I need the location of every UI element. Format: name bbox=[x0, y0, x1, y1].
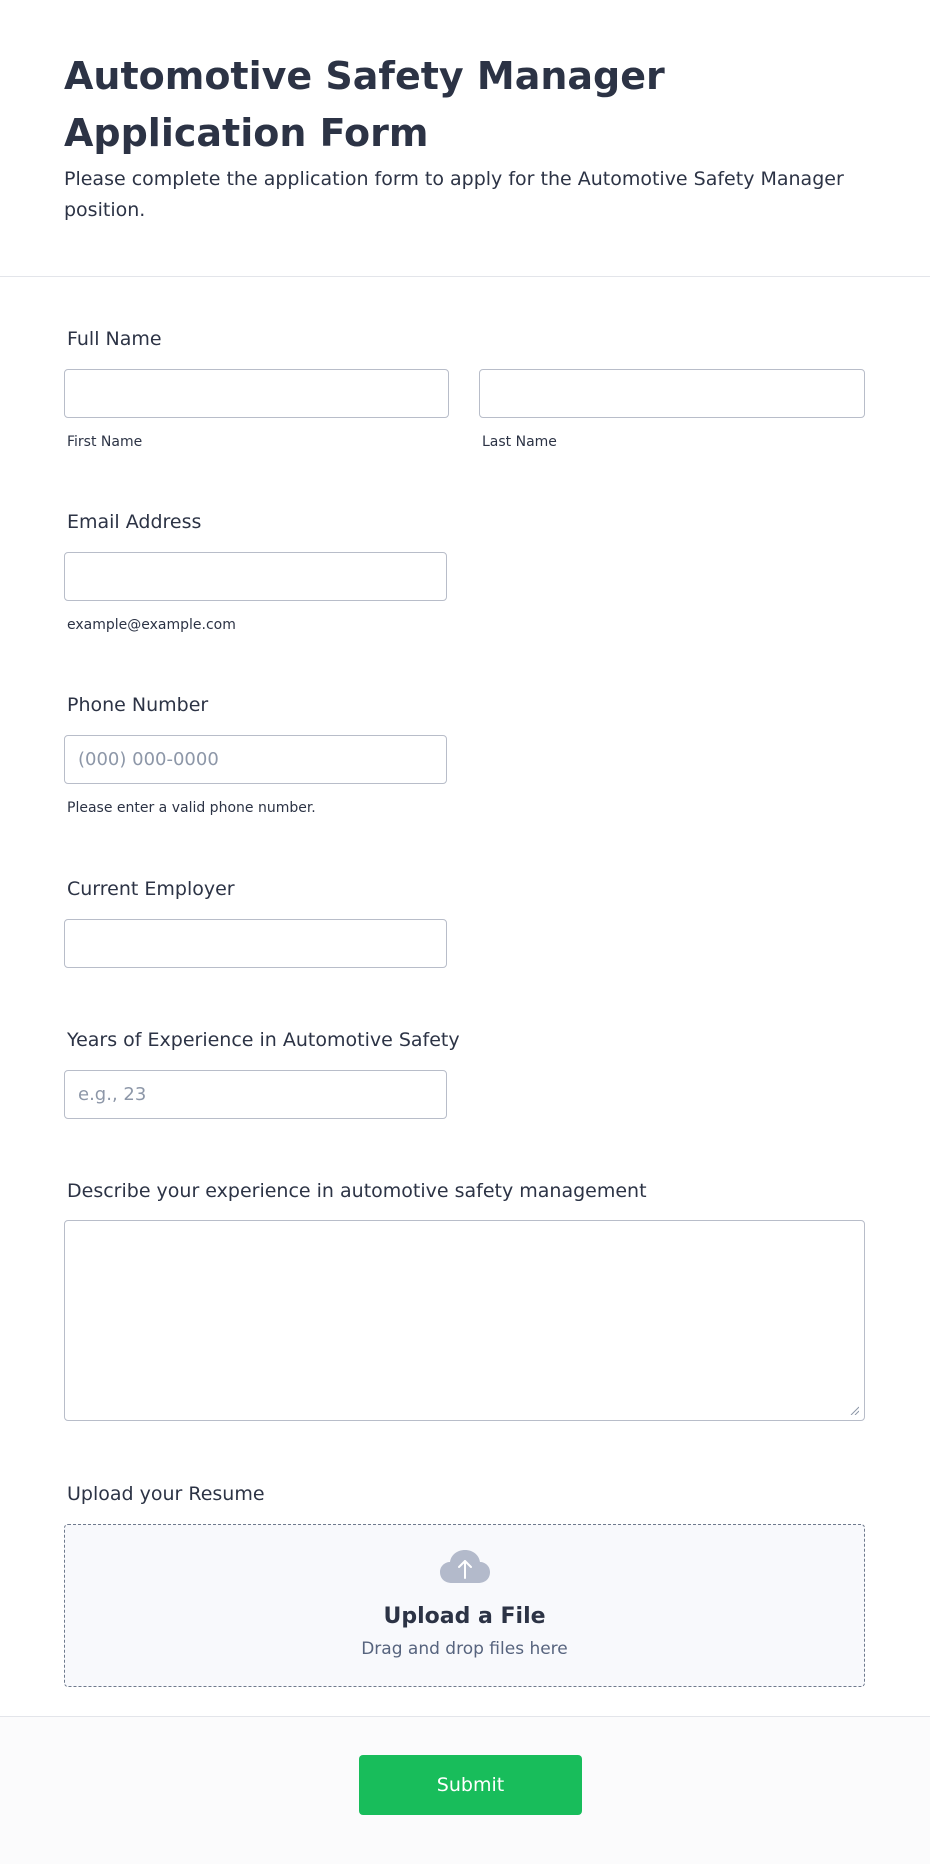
last-name-sublabel: Last Name bbox=[482, 434, 557, 450]
phone-sublabel: Please enter a valid phone number. bbox=[67, 800, 316, 816]
resize-grip-icon[interactable] bbox=[849, 1405, 859, 1415]
employer-input[interactable] bbox=[64, 919, 447, 968]
resume-upload-label: Upload your Resume bbox=[67, 1483, 265, 1505]
upload-hint: Drag and drop files here bbox=[361, 1639, 568, 1659]
experience-description-textarea[interactable] bbox=[64, 1220, 865, 1421]
experience-description-label: Describe your experience in automotive safety management bbox=[67, 1180, 647, 1202]
first-name-input[interactable] bbox=[64, 369, 449, 418]
phone-label: Phone Number bbox=[67, 694, 209, 716]
form-footer bbox=[0, 1716, 930, 1864]
phone-input[interactable] bbox=[64, 735, 447, 784]
email-sublabel: example@example.com bbox=[67, 617, 236, 633]
employer-label: Current Employer bbox=[67, 878, 235, 900]
resume-upload-dropzone[interactable] bbox=[64, 1524, 865, 1687]
submit-button[interactable]: Submit bbox=[359, 1755, 582, 1815]
full-name-label: Full Name bbox=[67, 328, 162, 350]
upload-title: Upload a File bbox=[383, 1604, 546, 1629]
last-name-input[interactable] bbox=[479, 369, 865, 418]
cloud-upload-icon bbox=[440, 1549, 490, 1585]
form-title: Automotive Safety Manager Application Form bbox=[64, 54, 665, 155]
form-header bbox=[0, 0, 930, 277]
years-experience-input[interactable] bbox=[64, 1070, 447, 1119]
email-input[interactable] bbox=[64, 552, 447, 601]
email-label: Email Address bbox=[67, 511, 202, 533]
years-experience-label: Years of Experience in Automotive Safety bbox=[67, 1029, 460, 1051]
first-name-sublabel: First Name bbox=[67, 434, 143, 450]
form-description: Please complete the application form to apply for the Automotive Safety Manager position. bbox=[64, 168, 844, 221]
